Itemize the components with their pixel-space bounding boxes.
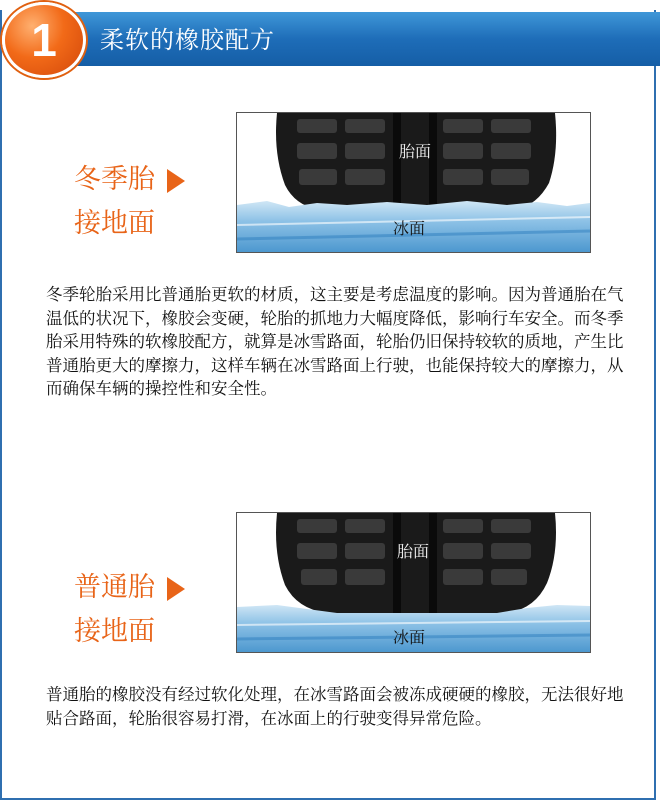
section-number: 1 [31, 14, 57, 66]
normal-tread-label: 胎面 [397, 542, 430, 561]
winter-description-text: 冬季轮胎采用比普通胎更软的材质，这主要是考虑温度的影响。因为普通胎在气温低的状况下，橡胶会变硬，轮胎的抓地力大幅度降低，影响行车安全。而冬季胎采用特殊的软橡胶配方，就算是冰雪路面，轮胎仍旧保持较软的质地，产生比普通胎更大的摩擦力，这样车辆在冰雪路面上行驶，也能保持较大的摩擦力，从而确保车辆的操控性和安全性。 [46, 285, 624, 398]
section-header [0, 0, 660, 72]
winter-ice-label: 冰面 [393, 219, 426, 238]
normal-description-text: 普通胎的橡胶没有经过软化处理，在冰雪路面会被冻成硬硬的橡胶，无法很好地贴合路面，轮胎很容易打滑，在冰面上的行驶变得异常危险。 [46, 685, 624, 728]
arrow-right-icon [167, 577, 185, 601]
normal-description [46, 683, 626, 730]
normal-contact-diagram [236, 512, 591, 653]
winter-tire-label [74, 158, 185, 246]
normal-label-line1: 普通胎 [74, 572, 155, 603]
section-number-badge [2, 2, 86, 78]
normal-label-line2: 接地面 [74, 616, 155, 647]
arrow-right-icon [167, 169, 185, 193]
winter-label-line1: 冬季胎 [74, 164, 155, 195]
winter-description [46, 283, 626, 401]
normal-ice-label: 冰面 [393, 628, 426, 647]
winter-contact-diagram [236, 112, 591, 253]
winter-tread-label: 胎面 [399, 142, 432, 161]
section-title: 柔软的橡胶配方 [100, 26, 275, 54]
winter-label-line2: 接地面 [74, 208, 155, 239]
normal-tire-label [74, 566, 185, 654]
